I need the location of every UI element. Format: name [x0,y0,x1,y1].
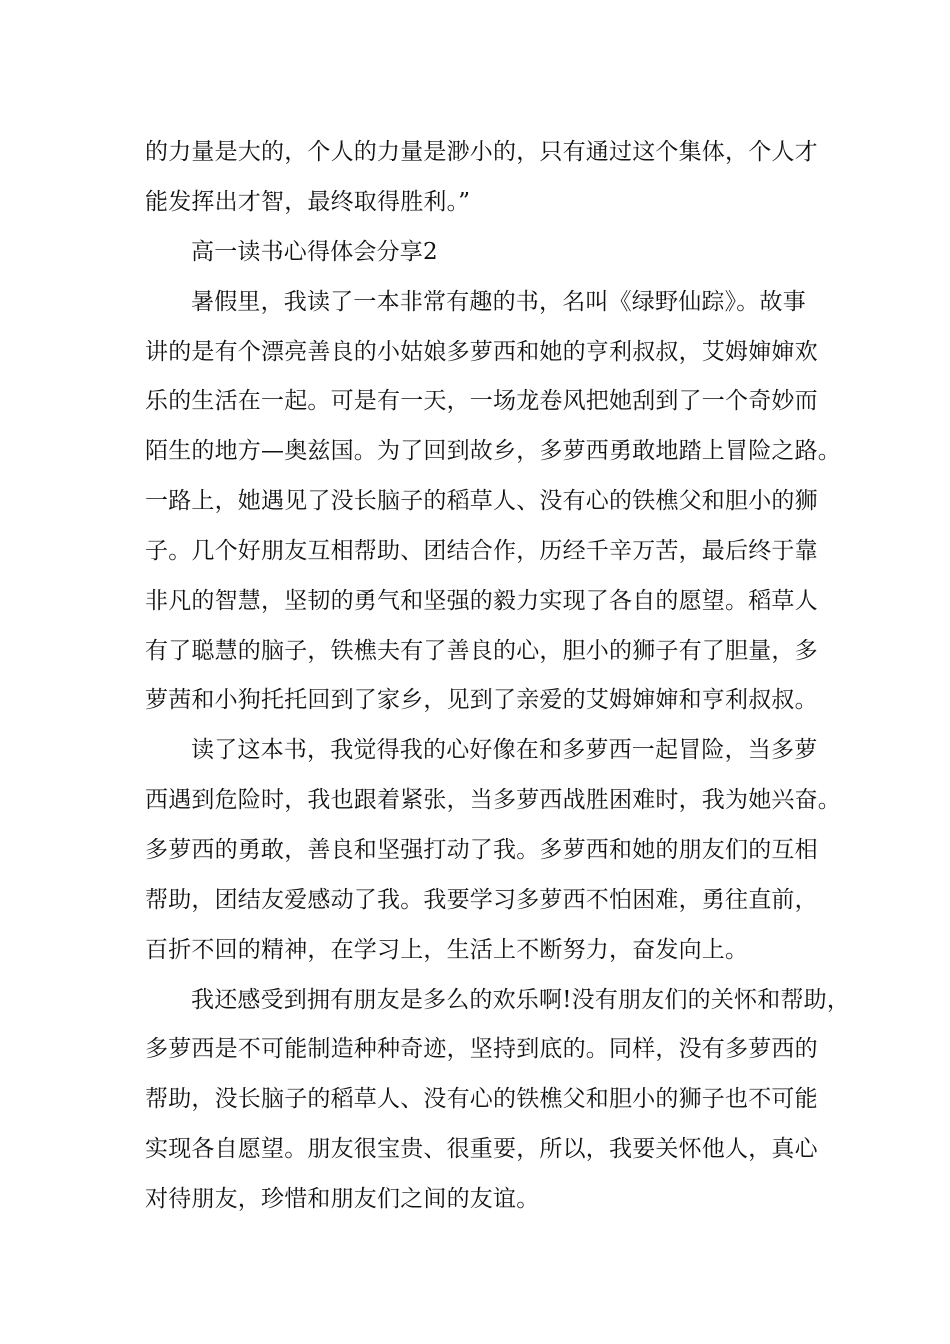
text-line: 的力量是大的，个人的力量是渺小的，只有通过这个集体，个人才 [145,139,818,165]
text-line: 我还感受到拥有朋友是多么的欢乐啊!没有朋友们的关怀和帮助， [191,987,851,1013]
text-line: 帮助，没长脑子的稻草人、没有心的铁樵父和胆小的狮子也不可能 [145,1086,818,1112]
text-line: 帮助，团结友爱感动了我。我要学习多萝西不怕困难，勇往直前， [145,887,818,913]
text-line: 对待朋友，珍惜和朋友们之间的友谊。 [145,1186,540,1212]
text-line: 非凡的智慧，坚韧的勇气和坚强的毅力实现了各自的愿望。稻草人 [145,588,818,614]
section-heading: 高一读书心得体会分享2 [191,239,438,265]
text-line: 萝茜和小狗托托回到了家乡，见到了亲爱的艾姆婶婶和亨利叔叔。 [145,687,818,713]
text-line: 暑假里，我读了一本非常有趣的书，名叫《绿野仙踪》。故事 [191,289,806,315]
text-line: 子。几个好朋友互相帮助、团结合作，历经千辛万苦，最后终于靠 [145,538,818,564]
text-line: 有了聪慧的脑子，铁樵夫有了善良的心，胆小的狮子有了胆量，多 [145,638,818,664]
text-line: 实现各自愿望。朋友很宝贵、很重要，所以，我要关怀他人，真心 [145,1136,818,1162]
text-line: 百折不回的精神，在学习上，生活上不断努力，奋发向上。 [145,937,749,963]
text-line: 读了这本书，我觉得我的心好像在和多萝西一起冒险，当多萝 [191,737,818,763]
text-line: 乐的生活在一起。可是有一天，一场龙卷风把她刮到了一个奇妙而 [145,388,818,414]
text-line: 能发挥出才智，最终取得胜利。” [145,189,471,215]
text-line: 多萝西的勇敢，善良和坚强打动了我。多萝西和她的朋友们的互相 [145,837,818,863]
text-line: 讲的是有个漂亮善良的小姑娘多萝西和她的亨利叔叔，艾姆婶婶欢 [145,339,818,365]
text-line: 多萝西是不可能制造种种奇迹，坚持到底的。同样，没有多萝西的 [145,1036,818,1062]
text-line: 一路上，她遇见了没长脑子的稻草人、没有心的铁樵父和胆小的狮 [145,488,818,514]
text-line: 陌生的地方—奥兹国。为了回到故乡，多萝西勇敢地踏上冒险之路。 [145,438,841,464]
text-line: 西遇到危险时，我也跟着紧张，当多萝西战胜困难时，我为她兴奋。 [145,787,841,813]
